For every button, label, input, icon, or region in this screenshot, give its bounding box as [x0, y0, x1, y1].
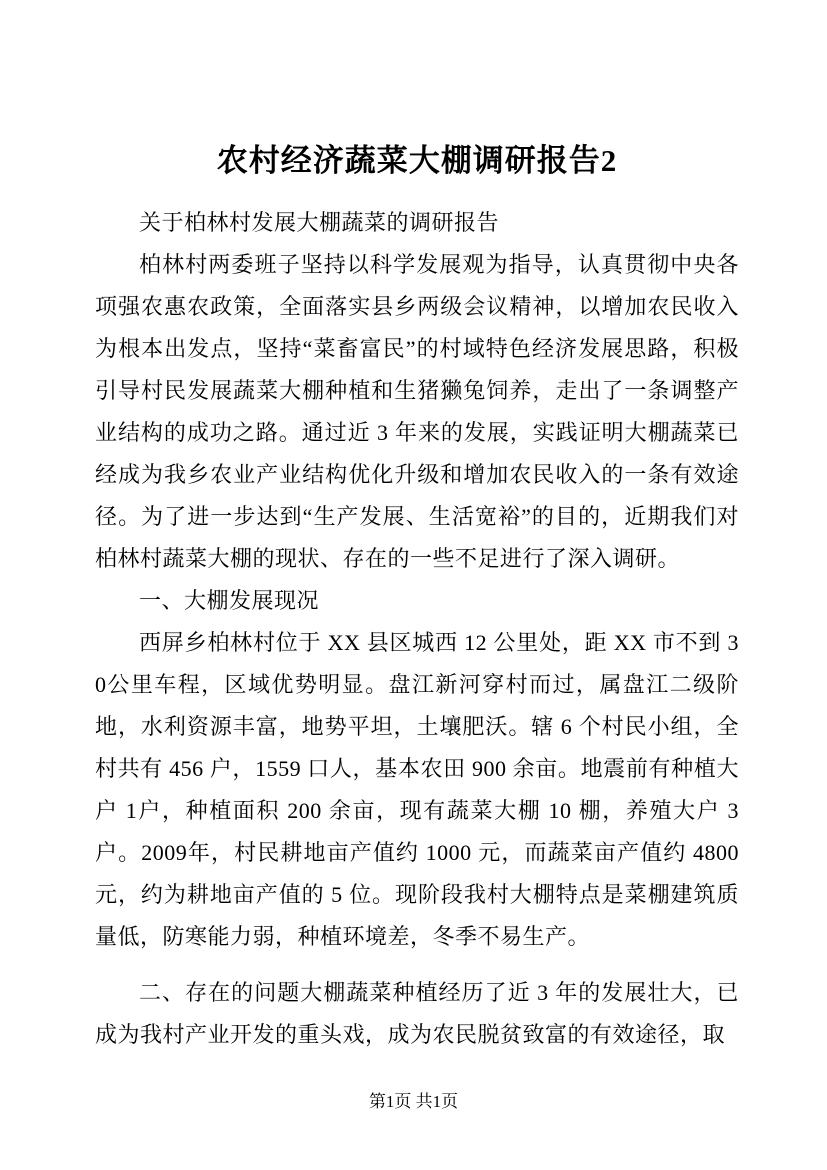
paragraph-section-1-body: 西屏乡柏林村位于 XX 县区城西 12 公里处，距 XX 市不到 30公里车程，区域优势明显。盘江新河穿村而过，属盘江二级阶地，水利资源丰富，地势平坦，土壤肥沃。辖 6 个村民小组，全村共有 456 户，1559 口人，基本农田 900 余亩。地震前有种植大户 1户，种植面积 200 余亩，现有蔬菜大棚 10 棚，养殖大户 3 户。2009年，村民耕地亩产值约 1000 元，而蔬菜亩产值约 4800 元，约为耕地亩产值的 5 位。现阶段我村大棚特点是菜棚建筑质量低，防寒能力弱，种植环境差，冬季不易生产。 [95, 630, 739, 949]
paragraph-section-2-start: 二、存在的问题大棚蔬菜种植经历了近 3 年的发展壮大，已成为我村产业开发的重头戏，成为农民脱贫致富的有效途径，取 [95, 980, 739, 1047]
page-footer: 第1页 共1页 [368, 1092, 459, 1111]
section-heading-1: 一、大棚发展现况 [139, 588, 320, 613]
document-title [95, 138, 739, 184]
paragraph-intro: 柏林村两委班子坚持以科学发展观为指导，认真贯彻中央各项强农惠农政策，全面落实县乡两级会议精神，以增加农民收入为根本出发点，坚持“菜畜富民”的村域特色经济发展思路，积极引导村民发展蔬菜大棚种植和生猪獭兔饲养，走出了一条调整产业结构的成功之路。通过近 3 年来的发展，实践证明大棚蔬菜已经成为我乡农业产业结构优化升级和增加农民收入的一条有效途径。为了进一步达到“生产发展、生活宽裕”的目的，近期我们对柏林村蔬菜大棚的现状、存在的一些不足进行了深入调研。 [95, 252, 739, 571]
paragraph-subtitle: 关于柏林村发展大棚蔬菜的调研报告 [139, 210, 500, 235]
document-title-text: 农村经济蔬菜大棚调研报告2 [216, 143, 618, 178]
document-body [95, 138, 739, 1056]
